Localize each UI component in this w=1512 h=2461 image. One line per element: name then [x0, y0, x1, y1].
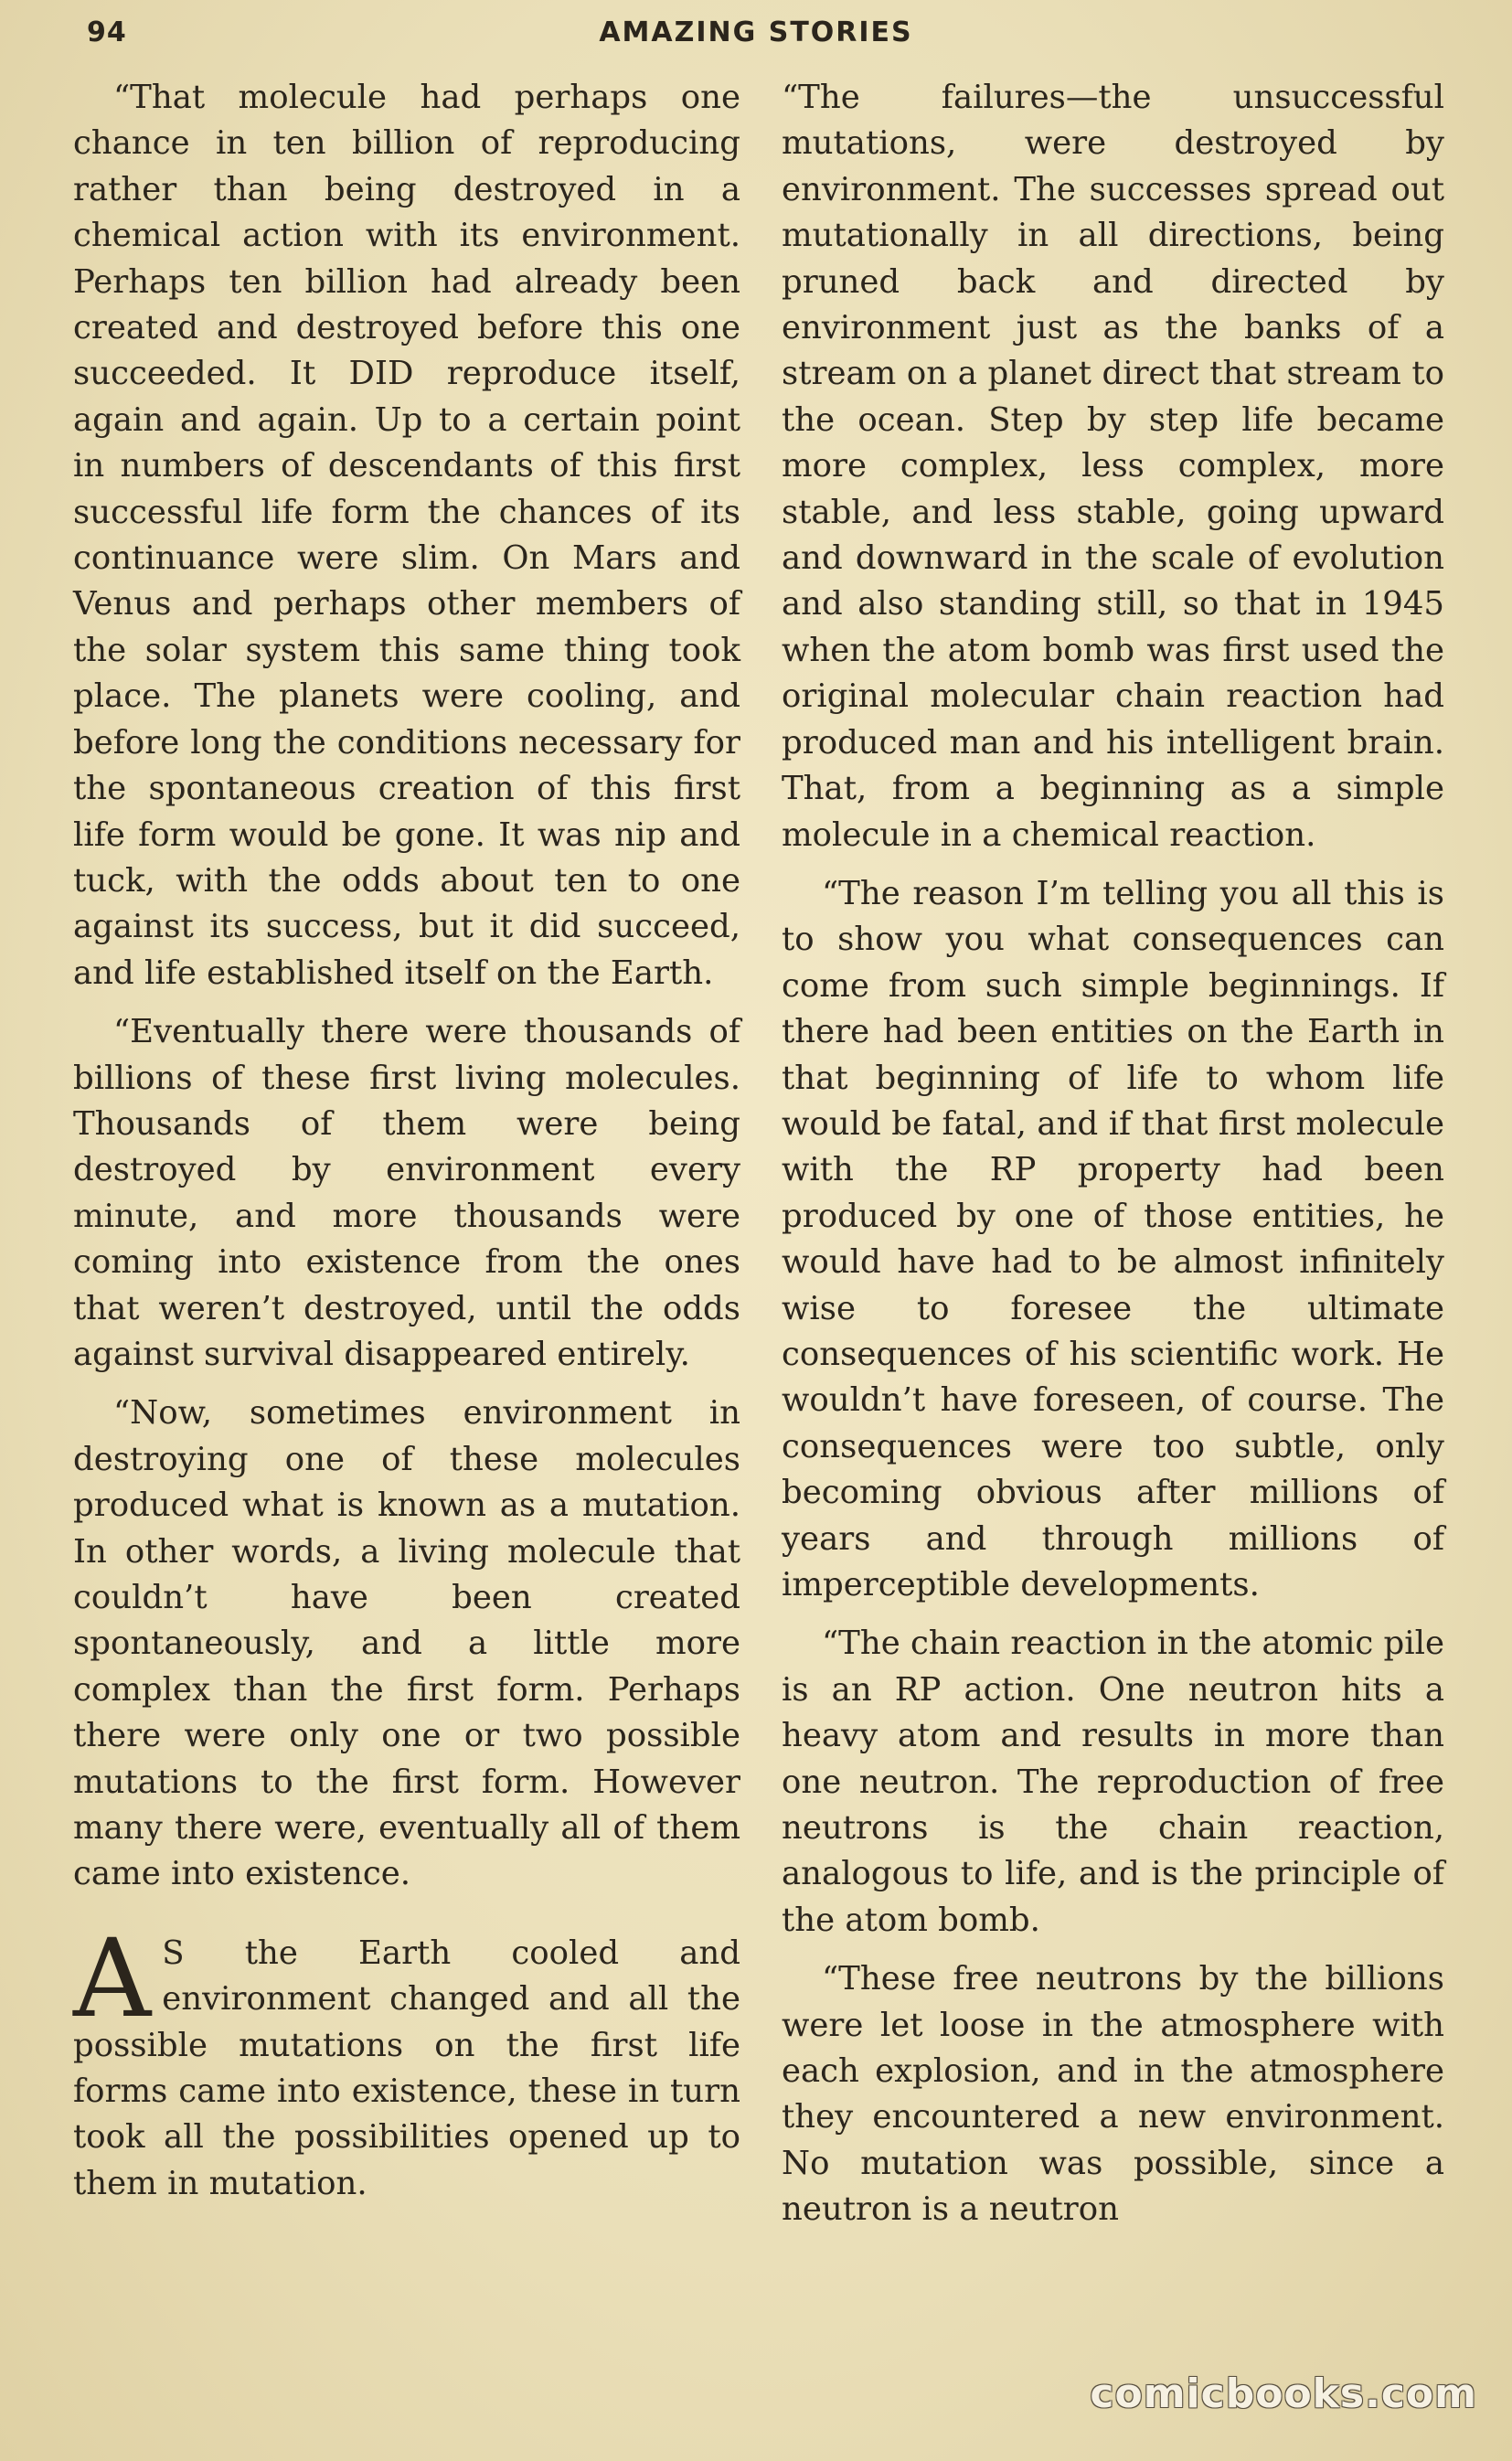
section-opening-paragraph	[73, 1914, 740, 2207]
paragraph: “Eventually there were thousands of billions of these first living molecules. Thousands of them were being destroyed by environment every minute, and more thousands were coming into existence from the ones that weren’t destroyed, until the odds against survival disappeared entirely.	[73, 1013, 740, 1373]
page-number: 94	[87, 16, 127, 48]
drop-cap: A	[73, 1914, 152, 2041]
running-head	[87, 16, 1425, 62]
magazine-title: AMAZING STORIES	[599, 16, 913, 48]
watermark-logo: comicbooks.com	[1090, 2370, 1477, 2417]
paragraph: “The failures—the unsuccessful mutations, were destroyed by environment. The successes spread out mutationally in all directions, being pruned back and directed by environment just as the banks of a stream on a planet direct that stream to the ocean. Step by step life became more complex, less complex, more stable, and less stable, going upward and downward in the scale of evolution and also standing still, so that in 1945 when the atom bomb was first used the original molecular chain reaction had produced man and his intelligent brain. That, from a beginning as a simple molecule in a chemical reaction.	[782, 79, 1444, 854]
paragraph: “The reason I’m telling you all this is to show you what consequences can come from such simple beginnings. If there had been entities on the Earth in that beginning of life to whom life would be fatal, and if that first molecule with the RP property had been produced by one of those entities, he would have had to be almost infinitely wise to foresee the ultimate consequences of his scientific work. He wouldn’t have foreseen, of course. The consequences were too subtle, only becoming obvious after millions of years and through millions of imperceptible developments.	[782, 874, 1444, 1603]
paragraph: “Now, sometimes environment in destroying one of these molecules produced what is known as a mutation. In other words, a living molecule that couldn’t have been created spontaneously, and a little more complex than the first form. Perhaps there were only one or two possible mutations to the first form. However many there were, eventually all of them came into existence.	[73, 1394, 740, 1893]
right-column	[782, 75, 1444, 2246]
paragraph: “The chain reaction in the atomic pile is an RP action. One neutron hits a heavy atom and results in more than one neutron. The reproduction of free neutrons is the chain reaction, analogous to life, and is the principle of the atom bomb.	[782, 1625, 1444, 1939]
paragraph: “That molecule had perhaps one chance in ten billion of reproducing rather than being destroyed in a chemical action with its environment. Perhaps ten billion had already been created and destroyed before this one succeeded. It DID reproduce itself, again and again. Up to a certain point in numbers of descendants of this first successful life form the chances of its continuance were slim. On Mars and Venus and perhaps other members of the solar system this same thing took place. The planets were cooling, and before long the conditions necessary for the spontaneous creation of this first life form would be gone. It was nip and tuck, with the odds about ten to one against its success, but it did succeed, and life established itself on the Earth.	[73, 79, 740, 992]
left-column	[73, 75, 740, 2220]
paragraph: “These free neutrons by the billions were let loose in the atmosphere with each explosion, and in the atmosphere they encountered a new environment. No mutation was possible, since a neutron is a neutron	[782, 1960, 1444, 2229]
section-paragraph-text: S the Earth cooled and environment changed and all the possible mutations on the first life forms came into existence, these in turn took all the possibilities opened up to them in mutation.	[73, 1934, 740, 2202]
